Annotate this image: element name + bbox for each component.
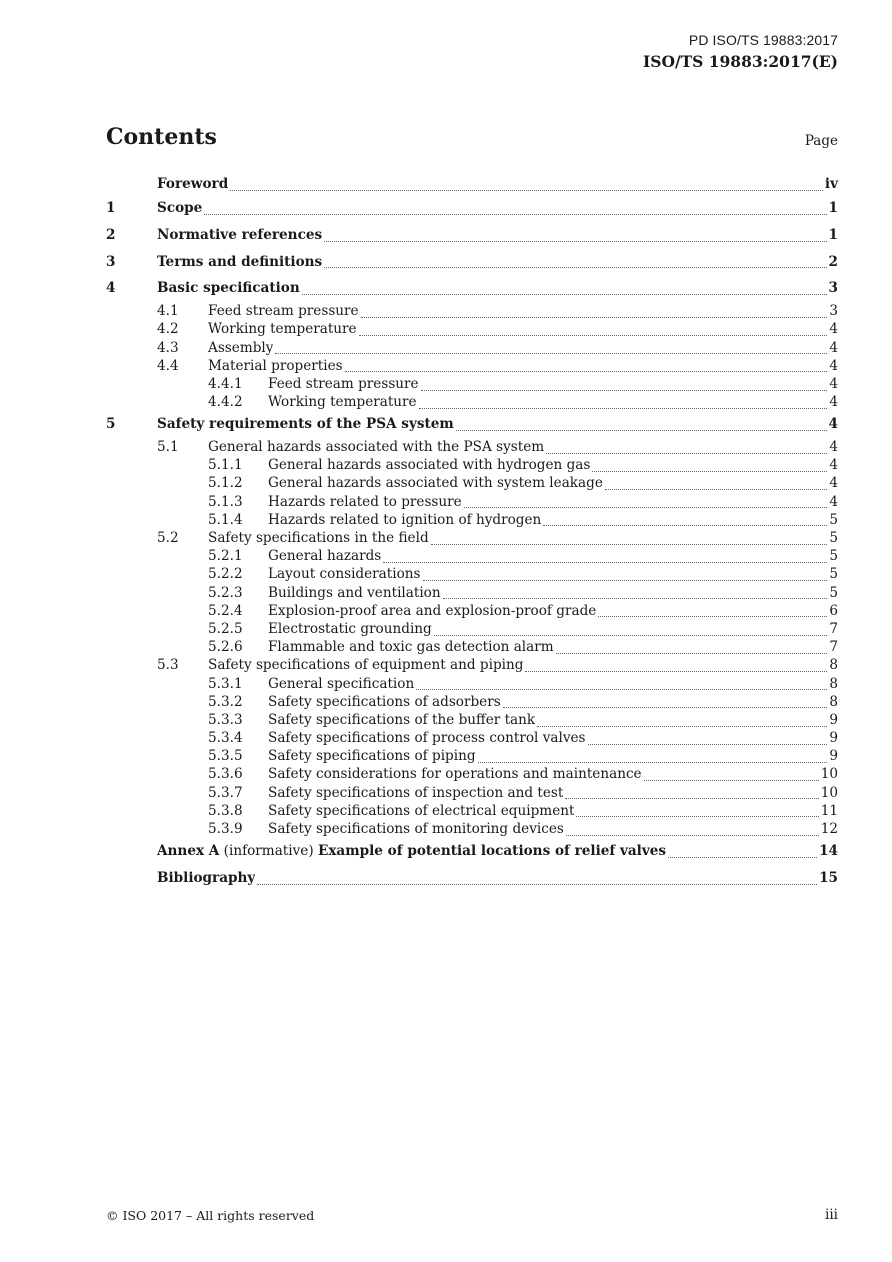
toc-entry-number: 5.3.8	[208, 802, 243, 819]
toc-entry-page: 9	[829, 748, 838, 765]
toc-entry-title-part: Example of potential locations of relief valves	[317, 843, 667, 860]
toc-entry[interactable]	[106, 675, 838, 693]
toc-entry-title: Safety specifications of the buffer tank	[268, 711, 536, 728]
toc-entry-title-part: (informative)	[219, 843, 318, 860]
toc-entry-number: 5.2.3	[208, 584, 243, 601]
toc-entry-page: 5	[829, 530, 838, 547]
toc-entry-number: 5.2.6	[208, 639, 243, 656]
toc-entry-page: 6	[829, 602, 838, 619]
toc-entry-title: Layout considerations	[268, 566, 421, 583]
dot-leader	[230, 186, 823, 191]
toc-entry-number: 5.1.3	[208, 493, 243, 510]
toc-entry[interactable]	[106, 320, 838, 338]
toc-entry-title	[157, 838, 666, 865]
toc-entry-page: 10	[820, 784, 838, 801]
dot-leader	[525, 667, 827, 672]
dot-leader	[456, 426, 827, 431]
toc-entry-page: 8	[829, 675, 838, 692]
toc-entry-number: 5.3.7	[208, 784, 243, 801]
toc-entry[interactable]	[106, 339, 838, 357]
toc-entry-number: 2	[106, 226, 116, 243]
toc-entry[interactable]	[106, 547, 838, 565]
dot-leader	[464, 503, 828, 508]
dot-leader	[503, 703, 828, 708]
toc-entry-title: Safety specifications of equipment and piping	[208, 657, 524, 674]
toc-entry-number: 4.3	[157, 339, 179, 356]
toc-entry-page: iv	[824, 176, 838, 192]
toc-entry[interactable]	[106, 493, 838, 511]
toc-entry-title: Normative references	[157, 226, 323, 243]
dot-leader	[566, 831, 819, 836]
dot-leader	[478, 758, 828, 763]
dot-leader	[576, 812, 818, 817]
toc-entry-title-part: Annex A	[157, 843, 220, 860]
dot-leader	[324, 263, 826, 268]
toc-entry[interactable]	[106, 784, 838, 802]
toc-entry-title: Safety considerations for operations and maintenance	[268, 766, 642, 783]
toc-entry[interactable]	[106, 275, 838, 302]
toc-entry-number: 4	[106, 280, 116, 297]
toc-entry-page: 4	[829, 321, 838, 338]
toc-entry-number: 5.1.1	[208, 457, 243, 474]
toc-entry-number: 5.3.9	[208, 821, 243, 838]
toc-entry-title: Material properties	[208, 357, 343, 374]
toc-entry[interactable]	[106, 173, 838, 195]
toc-entry-number: 5.2.1	[208, 548, 243, 565]
toc-entry-page: 8	[829, 693, 838, 710]
toc-entry-title: Safety specifications of electrical equipment	[268, 802, 575, 819]
dot-leader	[556, 649, 828, 654]
toc-entry-number: 5	[106, 416, 116, 433]
toc-entry-page: 5	[829, 511, 838, 528]
toc-entry-page: 8	[829, 657, 838, 674]
toc-entry-number: 4.2	[157, 321, 179, 338]
toc-entry[interactable]	[106, 249, 838, 276]
toc-entry-page: 5	[829, 584, 838, 601]
toc-entry-number: 5.3.4	[208, 730, 243, 747]
toc-entry-title: Safety specifications of process control valves	[268, 730, 586, 747]
toc-entry[interactable]	[106, 729, 838, 747]
toc-entry[interactable]	[106, 456, 838, 474]
toc-entry-title: Flammable and toxic gas detection alarm	[268, 639, 554, 656]
toc-entry-title: Safety specifications of adsorbers	[268, 693, 501, 710]
table-of-contents	[106, 173, 838, 892]
toc-entry[interactable]	[106, 620, 838, 638]
toc-entry-title: Assembly	[208, 339, 274, 356]
toc-entry[interactable]	[106, 195, 838, 222]
dot-leader	[431, 540, 828, 545]
toc-entry[interactable]	[106, 511, 838, 529]
toc-entry-title: General specification	[268, 675, 415, 692]
toc-entry-page: 4	[829, 394, 838, 411]
dot-leader	[423, 576, 828, 581]
dot-leader	[419, 404, 828, 409]
toc-entry-page: 5	[829, 548, 838, 565]
toc-entry-page: 4	[829, 475, 838, 492]
toc-entry-page: 14	[819, 843, 838, 860]
toc-entry-number: 5.2.4	[208, 602, 243, 619]
toc-entry-page: 11	[820, 802, 838, 819]
toc-entry-page: 1	[828, 200, 838, 216]
toc-entry-number: 1	[106, 200, 116, 216]
dot-leader	[359, 331, 828, 336]
dot-leader	[543, 521, 827, 526]
toc-entry-page: 4	[829, 357, 838, 374]
toc-entry[interactable]	[106, 565, 838, 583]
toc-entry[interactable]	[106, 375, 838, 393]
dot-leader	[537, 722, 827, 727]
toc-entry-number: 4.4	[157, 357, 179, 374]
toc-entry-number: 5.1.4	[208, 511, 243, 528]
toc-entry-title: Buildings and ventilation	[268, 584, 441, 601]
toc-entry-page: 4	[829, 493, 838, 510]
dot-leader	[324, 237, 826, 242]
toc-entry[interactable]	[106, 838, 838, 865]
dot-leader	[275, 349, 827, 354]
document-id: PD ISO/TS 19883:2017	[688, 32, 838, 48]
toc-entry-title: Working temperature	[208, 321, 357, 338]
toc-entry-number: 5.3.3	[208, 711, 243, 728]
page-column-label: Page	[804, 133, 838, 149]
toc-entry-number: 5.2	[157, 530, 179, 547]
toc-entry-number: 5.3.6	[208, 766, 243, 783]
toc-entry-page: 5	[829, 566, 838, 583]
page-number: iii	[825, 1207, 838, 1223]
dot-leader	[592, 467, 827, 472]
dot-leader	[598, 612, 827, 617]
toc-entry-title: Explosion-proof area and explosion-proof grade	[268, 602, 597, 619]
toc-entry-page: 4	[829, 457, 838, 474]
toc-entry-title: Safety specifications of monitoring devices	[268, 821, 564, 838]
toc-entry[interactable]	[106, 222, 838, 249]
toc-entry-title: Safety specifications of piping	[268, 748, 476, 765]
toc-entry[interactable]	[106, 693, 838, 711]
dot-leader	[345, 367, 828, 372]
toc-entry-title: Safety specifications in the field	[208, 530, 429, 547]
dot-leader	[434, 631, 828, 636]
toc-entry-page: 7	[829, 620, 838, 637]
toc-entry[interactable]	[106, 302, 838, 320]
toc-entry-number: 5.3.5	[208, 748, 243, 765]
toc-entry-page: 15	[819, 870, 838, 887]
toc-entry[interactable]	[106, 747, 838, 765]
dot-leader	[668, 853, 817, 858]
toc-entry-number: 5.1	[157, 439, 179, 456]
toc-entry-page: 3	[829, 303, 838, 320]
toc-entry[interactable]	[106, 438, 838, 456]
dot-leader	[443, 594, 828, 599]
toc-entry-title: Hazards related to ignition of hydrogen	[268, 511, 542, 528]
toc-entry-page: 4	[829, 439, 838, 456]
dot-leader	[416, 685, 827, 690]
toc-entry-title: Working temperature	[268, 394, 417, 411]
toc-entry-number: 3	[106, 253, 116, 270]
toc-entry-page: 3	[828, 280, 838, 297]
toc-entry[interactable]	[106, 638, 838, 656]
toc-entry-title: Scope	[157, 200, 203, 216]
toc-entry-title: Basic specification	[157, 280, 300, 297]
dot-leader	[204, 210, 826, 215]
dot-leader	[302, 290, 827, 295]
toc-entry-number: 5.1.2	[208, 475, 243, 492]
standard-id: ISO/TS 19883:2017(E)	[643, 52, 838, 71]
toc-entry-number: 5.2.2	[208, 566, 243, 583]
dot-leader	[588, 740, 828, 745]
dot-leader	[605, 485, 827, 490]
toc-entry-title: General hazards associated with hydrogen gas	[268, 457, 591, 474]
toc-entry-page: 4	[828, 416, 838, 433]
toc-entry[interactable]	[106, 474, 838, 492]
toc-entry-number: 5.2.5	[208, 620, 243, 637]
toc-entry[interactable]	[106, 357, 838, 375]
toc-entry-title: Feed stream pressure	[208, 303, 359, 320]
toc-entry[interactable]	[106, 584, 838, 602]
toc-entry[interactable]	[106, 602, 838, 620]
toc-entry-number: 4.1	[157, 303, 179, 320]
toc-entry-title: General hazards	[268, 548, 382, 565]
toc-entry-page: 4	[829, 375, 838, 392]
toc-entry[interactable]	[106, 865, 838, 892]
toc-entry[interactable]	[106, 656, 838, 674]
toc-entry-title: Terms and definitions	[157, 253, 323, 270]
toc-entry-page: 4	[829, 339, 838, 356]
toc-entry-page: 9	[829, 711, 838, 728]
toc-entry-title: General hazards associated with the PSA system	[208, 439, 545, 456]
toc-entry[interactable]	[106, 820, 838, 838]
dot-leader	[257, 880, 817, 885]
toc-entry[interactable]	[106, 411, 838, 438]
dot-leader	[546, 449, 827, 454]
toc-entry-title: Safety specifications of inspection and test	[268, 784, 564, 801]
toc-entry-number: 5.3	[157, 657, 179, 674]
toc-entry-title: Safety requirements of the PSA system	[157, 416, 454, 433]
toc-entry-title: Bibliography	[157, 870, 256, 887]
dot-leader	[644, 776, 819, 781]
toc-entry[interactable]	[106, 711, 838, 729]
copyright-notice: © ISO 2017 – All rights reserved	[106, 1208, 315, 1223]
dot-leader	[421, 386, 828, 391]
toc-entry-number: 5.3.2	[208, 693, 243, 710]
dot-leader	[565, 794, 818, 799]
toc-entry-title: Electrostatic grounding	[268, 620, 432, 637]
toc-entry-page: 2	[828, 253, 838, 270]
toc-entry-title: Hazards related to pressure	[268, 493, 462, 510]
page-title: Contents	[106, 124, 217, 150]
dot-leader	[361, 313, 828, 318]
toc-entry[interactable]	[106, 529, 838, 547]
toc-entry-page: 12	[820, 821, 838, 838]
toc-entry[interactable]	[106, 765, 838, 783]
toc-entry-title: General hazards associated with system leakage	[268, 475, 603, 492]
toc-entry-title: Foreword	[157, 176, 229, 192]
toc-entry-page: 10	[820, 766, 838, 783]
toc-entry-number: 5.3.1	[208, 675, 243, 692]
dot-leader	[383, 558, 827, 563]
toc-entry-number: 4.4.2	[208, 394, 243, 411]
toc-entry-page: 9	[829, 730, 838, 747]
toc-entry-title: Feed stream pressure	[268, 375, 419, 392]
toc-entry[interactable]	[106, 393, 838, 411]
toc-entry-page: 7	[829, 639, 838, 656]
toc-entry[interactable]	[106, 802, 838, 820]
toc-entry-page: 1	[828, 226, 838, 243]
toc-entry-number: 4.4.1	[208, 375, 243, 392]
